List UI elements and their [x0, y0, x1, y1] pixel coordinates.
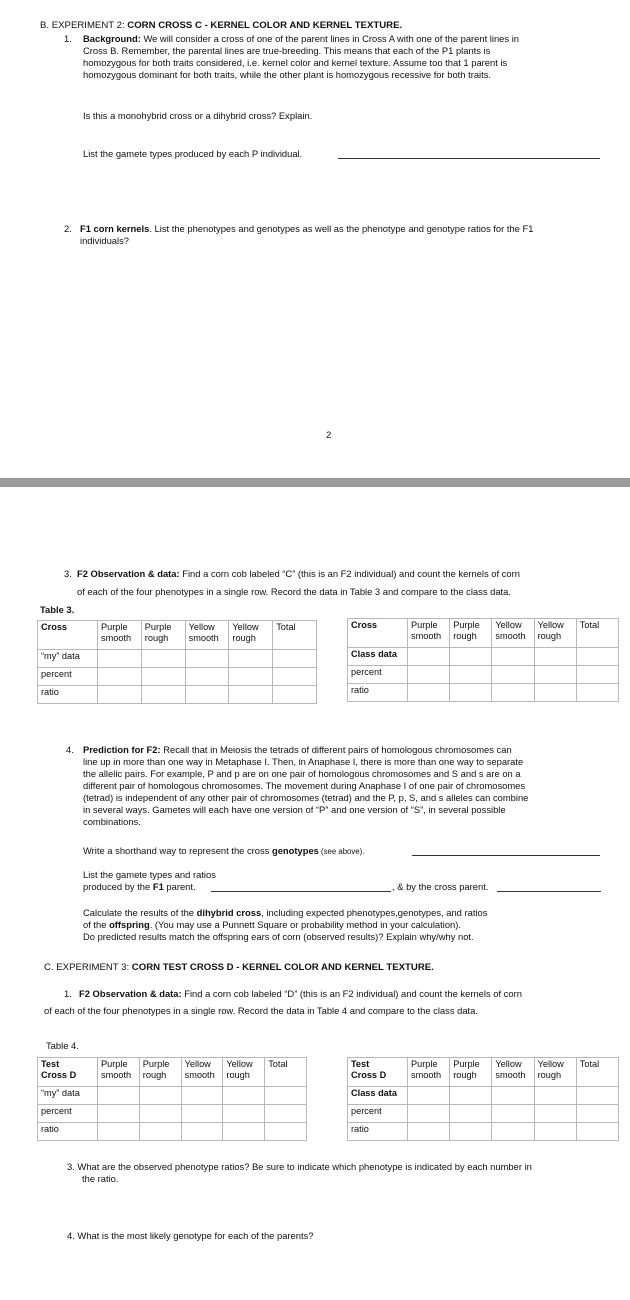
row-label: ratio — [348, 684, 408, 702]
data-cell[interactable] — [534, 666, 576, 684]
table3-right-header: Purple rough — [450, 619, 492, 648]
data-cell[interactable] — [408, 1087, 450, 1105]
table-row — [38, 668, 317, 686]
data-cell[interactable] — [534, 1087, 576, 1105]
c1-num: 1. — [64, 988, 72, 999]
q4-shorthand-text: Write a shorthand way to represent the cross — [83, 845, 272, 856]
data-cell[interactable] — [450, 1087, 492, 1105]
q2-paragraph — [80, 223, 533, 247]
data-cell[interactable] — [139, 1105, 181, 1123]
data-cell[interactable] — [265, 1105, 307, 1123]
data-cell[interactable] — [576, 684, 618, 702]
q4-gamete-text — [83, 869, 216, 893]
c3-line-1: 3. What are the observed phenotype ratios? Be sure to indicate which phenotype is indicated by each number in — [67, 1161, 532, 1172]
q4-calc-post: , including expected phenotypes,genotypes, and ratios — [261, 907, 488, 918]
table-row — [38, 1123, 307, 1141]
row-label: percent — [348, 1105, 408, 1123]
q1-num: 1. — [64, 33, 72, 44]
q4-shorthand-small: (see above). — [318, 847, 365, 856]
row-label: Class data — [348, 648, 408, 666]
q4-calc3: Do predicted results match the offspring ears of corn (observed results)? Explain why/why not. — [83, 931, 474, 942]
table4-left-header: Purple rough — [139, 1058, 181, 1087]
table4-left — [37, 1057, 307, 1141]
data-cell[interactable] — [141, 668, 185, 686]
q1-paragraph — [83, 33, 603, 81]
q1-line-4: homozygous dominant for both traits, while the other plant is homozygous recessive for both traits. — [83, 69, 492, 80]
table4-caption: Table 4. — [46, 1040, 79, 1051]
c1-line-1-wrap — [79, 988, 522, 1000]
row-label: “my” data — [38, 1087, 98, 1105]
section-b-prefix: EXPERIMENT 2: — [51, 20, 128, 31]
row-label: ratio — [38, 686, 98, 704]
data-cell[interactable] — [492, 1123, 534, 1141]
data-cell[interactable] — [450, 1123, 492, 1141]
c3-question — [67, 1161, 532, 1185]
row-label: ratio — [348, 1123, 408, 1141]
data-cell[interactable] — [450, 666, 492, 684]
data-cell[interactable] — [576, 648, 618, 666]
data-cell[interactable] — [492, 1105, 534, 1123]
data-cell[interactable] — [185, 686, 229, 704]
table-row — [348, 1105, 619, 1123]
table4-right-header: Yellow rough — [534, 1058, 576, 1087]
q4-line-2: line up in more than one way in Metaphase I. Then, in Anaphase I, there is more than one way to separate — [83, 756, 524, 767]
q2-num: 2. — [64, 223, 72, 234]
table4-left-header: Yellow rough — [223, 1058, 265, 1087]
q4-gamete-line-1: List the gamete types and ratios — [83, 869, 216, 880]
q4-line-6: in several ways. Gametes will each have one version of “P” and one version of “S”, in several possible — [83, 804, 506, 815]
q4-gamete-line-2: produced by the — [83, 881, 153, 892]
c3-line-2: the ratio. — [82, 1173, 119, 1184]
q3-line-1: Find a corn cob labeled “C” (this is an F2 individual) and count the kernels of corn — [179, 568, 520, 579]
table4-right — [347, 1057, 619, 1141]
data-cell[interactable] — [534, 648, 576, 666]
table3-left-corner: Cross — [38, 621, 98, 650]
q4-label: Prediction for F2: — [83, 744, 161, 755]
section-b-heading — [40, 20, 402, 32]
table-row — [348, 1087, 619, 1105]
q4-line-5: (tetrad) is independent of any other pair of chromosomes (tetrad) and the P, p, S, and s alleles can combine — [83, 792, 529, 803]
data-cell[interactable] — [408, 1123, 450, 1141]
table-row — [348, 684, 619, 702]
q4-calc-text: Calculate the results of the — [83, 907, 197, 918]
table3-left-header: Purple rough — [141, 621, 185, 650]
q1-monohybrid-question: Is this a monohybrid cross or a dihybrid cross? Explain. — [83, 110, 313, 121]
data-cell[interactable] — [98, 1087, 140, 1105]
data-cell[interactable] — [185, 650, 229, 668]
data-cell[interactable] — [265, 1087, 307, 1105]
data-cell[interactable] — [408, 666, 450, 684]
q2-text: . List the phenotypes and genotypes as well as the phenotype and genotype ratios for the F1 — [149, 223, 534, 234]
q2-label: F1 corn kernels — [80, 223, 150, 234]
table4-left-header: Yellow smooth — [181, 1058, 223, 1087]
q4-line-4: different pair of homologous chromosomes. The movement during Anaphase I of one pair of chromosomes — [83, 780, 526, 791]
data-cell[interactable] — [576, 1087, 618, 1105]
q3-num: 3. — [64, 568, 72, 579]
data-cell[interactable] — [265, 1123, 307, 1141]
q2-text-2: individuals? — [80, 235, 129, 246]
section-b-title: CORN CROSS C - KERNEL COLOR AND KERNEL TEXTURE. — [127, 20, 403, 31]
data-cell[interactable] — [408, 648, 450, 666]
section-c-heading — [44, 962, 434, 974]
q4-paragraph — [83, 744, 528, 828]
q4-shorthand-answer-line[interactable] — [412, 855, 600, 856]
data-cell[interactable] — [181, 1087, 223, 1105]
data-cell[interactable] — [98, 650, 142, 668]
data-cell[interactable] — [98, 668, 142, 686]
data-cell[interactable] — [223, 1087, 265, 1105]
table3-right-header: Yellow smooth — [492, 619, 534, 648]
c1-line-1: Find a corn cob labeled “D” (this is an F2 individual) and count the kernels of corn — [181, 988, 522, 999]
data-cell[interactable] — [229, 686, 273, 704]
table-row — [348, 648, 619, 666]
c1-label: F2 Observation & data: — [79, 988, 182, 999]
data-cell[interactable] — [450, 648, 492, 666]
q1-gamete-answer-line[interactable] — [338, 158, 600, 159]
data-cell[interactable] — [576, 1105, 618, 1123]
table4-left-header: Total — [265, 1058, 307, 1087]
table-row — [38, 1105, 307, 1123]
table4-left-corner: Test Cross D — [38, 1058, 98, 1087]
table4-right-header: Purple rough — [450, 1058, 492, 1087]
q3-line-2: of each of the four phenotypes in a single row. Record the data in Table 3 and compare to the class data. — [77, 586, 511, 597]
data-cell[interactable] — [181, 1123, 223, 1141]
section-b-letter: B. — [40, 20, 50, 31]
data-cell[interactable] — [98, 1105, 140, 1123]
table3-right-header: Total — [576, 619, 618, 648]
q4-calc-bold: dihybrid cross — [196, 907, 262, 918]
c4-question: 4. What is the most likely genotype for each of the parents? — [67, 1230, 314, 1241]
table3-left-header: Yellow smooth — [185, 621, 229, 650]
table-row — [38, 1087, 307, 1105]
q4-f1-gamete-answer-line[interactable] — [211, 891, 391, 892]
data-cell[interactable] — [223, 1105, 265, 1123]
q4-cross-parent-answer-line[interactable] — [497, 891, 601, 892]
table3-left-header: Purple smooth — [98, 621, 142, 650]
data-cell[interactable] — [450, 1105, 492, 1123]
data-cell[interactable] — [139, 1087, 181, 1105]
data-cell[interactable] — [223, 1123, 265, 1141]
data-cell[interactable] — [534, 1105, 576, 1123]
data-cell[interactable] — [185, 668, 229, 686]
data-cell[interactable] — [450, 684, 492, 702]
table4-right-header: Yellow smooth — [492, 1058, 534, 1087]
q1-line-1: We will consider a cross of one of the parent lines in Cross A with one of the parent lines in — [143, 33, 519, 44]
q4-calc2-text: of the — [83, 919, 110, 930]
table-row — [38, 650, 317, 668]
section-c-letter: C. — [44, 962, 54, 973]
q4-gamete-f1: F1 — [152, 881, 164, 892]
table4-right-corner: Test Cross D — [348, 1058, 408, 1087]
section-c-prefix: EXPERIMENT 3: — [56, 962, 132, 973]
data-cell[interactable] — [273, 650, 317, 668]
q4-line-3: the allelic pairs. For example, P and p are on one pair of homologous chromosomes and S and s are on a — [83, 768, 521, 779]
data-cell[interactable] — [98, 1123, 140, 1141]
q1-line-2: Cross B. Remember, the parental lines are true-breeding. This means that each of the P1 plants is — [83, 45, 491, 56]
q3-label: F2 Observation & data: — [77, 568, 180, 579]
table4-left-header: Purple smooth — [98, 1058, 140, 1087]
data-cell[interactable] — [492, 648, 534, 666]
data-cell[interactable] — [141, 686, 185, 704]
data-cell[interactable] — [576, 1123, 618, 1141]
data-cell[interactable] — [534, 684, 576, 702]
row-label: percent — [38, 1105, 98, 1123]
row-label: Class data — [348, 1087, 408, 1105]
table-row — [38, 686, 317, 704]
table3-right-header: Yellow rough — [534, 619, 576, 648]
data-cell[interactable] — [408, 1105, 450, 1123]
q1-line-3: homozygous for both traits considered, i.e. kernel color and kernel texture. Assume too that 1 parent is — [83, 57, 508, 68]
q1-label: Background: — [83, 33, 141, 44]
data-cell[interactable] — [181, 1105, 223, 1123]
q4-calculate — [83, 907, 487, 943]
data-cell[interactable] — [534, 1123, 576, 1141]
data-cell[interactable] — [492, 684, 534, 702]
data-cell[interactable] — [576, 666, 618, 684]
q3-paragraph — [77, 568, 520, 598]
q4-cross-parent-label: , & by the cross parent. — [392, 881, 489, 892]
data-cell[interactable] — [139, 1123, 181, 1141]
row-label: ratio — [38, 1123, 98, 1141]
q4-gamete-parent: parent. — [163, 881, 196, 892]
q4-line-1: Recall that in Meiosis the tetrads of different pairs of homologous chromosomes can — [160, 744, 512, 755]
q4-num: 4. — [66, 744, 74, 755]
data-cell[interactable] — [98, 686, 142, 704]
table3-left — [37, 620, 317, 704]
data-cell[interactable] — [229, 668, 273, 686]
q4-shorthand-bold: genotypes — [271, 845, 319, 856]
table4-right-header: Purple smooth — [408, 1058, 450, 1087]
page-number: 2 — [326, 430, 332, 441]
data-cell[interactable] — [141, 650, 185, 668]
c1-line-2: of each of the four phenotypes in a single row. Record the data in Table 4 and compare to the class data. — [44, 1005, 478, 1016]
data-cell[interactable] — [408, 684, 450, 702]
table3-right-header: Purple smooth — [408, 619, 450, 648]
q4-calc2-bold: offspring — [109, 919, 150, 930]
q4-calc2-post: . (You may use a Punnett Square or probability method in your calculation). — [149, 919, 461, 930]
table-row — [348, 666, 619, 684]
data-cell[interactable] — [229, 650, 273, 668]
row-label: percent — [38, 668, 98, 686]
q4-shorthand — [83, 845, 364, 858]
section-c-title: CORN TEST CROSS D - KERNEL COLOR AND KERNEL TEXTURE. — [131, 962, 434, 973]
table3-left-header: Total — [273, 621, 317, 650]
table3-right-corner: Cross — [348, 619, 408, 648]
page-separator — [0, 478, 630, 487]
data-cell[interactable] — [273, 686, 317, 704]
data-cell[interactable] — [492, 1087, 534, 1105]
q1-gamete-question: List the gamete types produced by each P individual. — [83, 148, 303, 159]
data-cell[interactable] — [273, 668, 317, 686]
table3-left-header: Yellow rough — [229, 621, 273, 650]
data-cell[interactable] — [492, 666, 534, 684]
table3-right — [347, 618, 619, 702]
table-row — [348, 1123, 619, 1141]
table4-right-header: Total — [576, 1058, 618, 1087]
q4-line-7: combinations. — [83, 816, 141, 827]
row-label: “my” data — [38, 650, 98, 668]
table3-caption: Table 3. — [40, 604, 75, 615]
row-label: percent — [348, 666, 408, 684]
